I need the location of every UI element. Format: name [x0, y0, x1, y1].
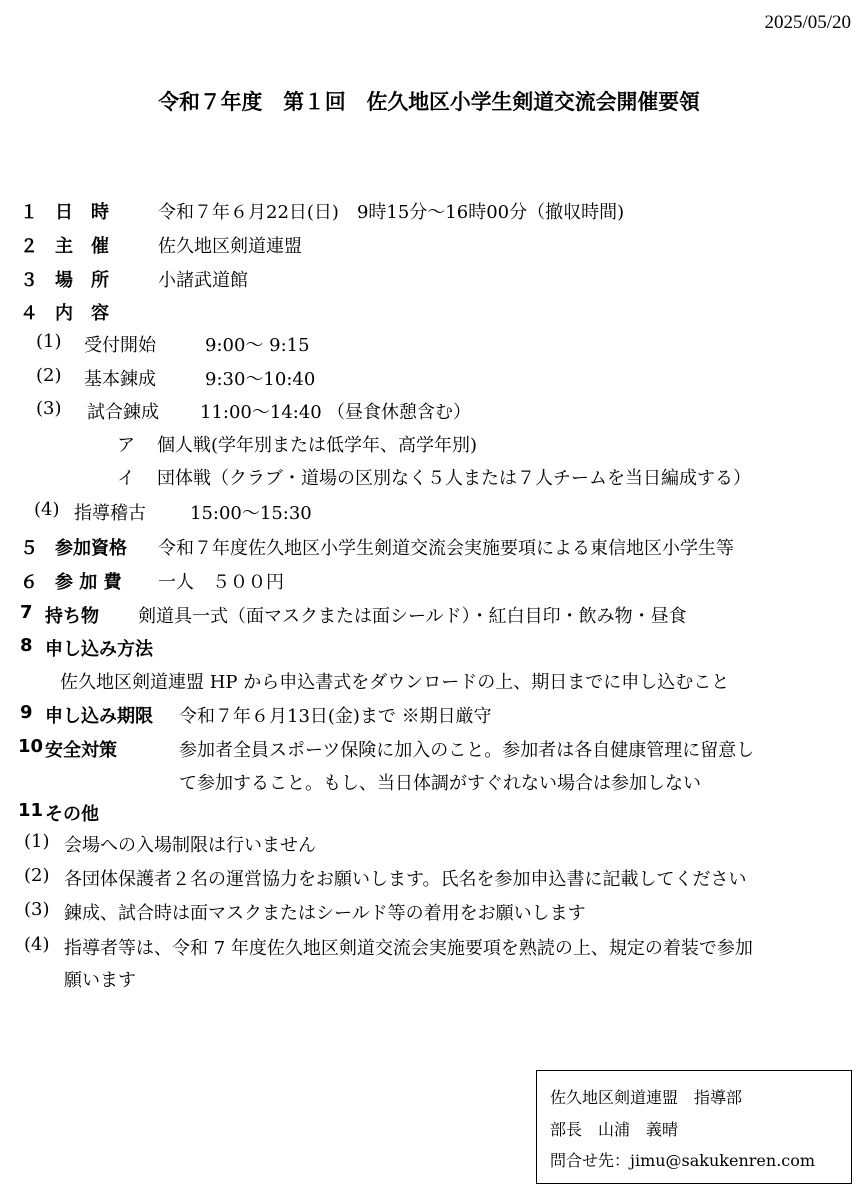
item-6-label: 参 加 費 — [55, 572, 122, 593]
sub-2-text: 基本錬成 — [84, 369, 156, 390]
sub-1-text: 受付開始 — [84, 335, 156, 356]
item-9-label: 申し込み期限 — [45, 706, 153, 727]
sub-3-text: 試合錬成 — [87, 402, 159, 423]
other-4-text-line-1: 指導者等は、令和 7 年度佐久地区剣道交流会実施要項を熟読の上、規定の着装で参加 — [64, 938, 753, 959]
sub-3-time: 11:00～14:40 — [200, 402, 322, 423]
item-2-number: ２ — [20, 236, 38, 257]
sub-1-number: (1) — [36, 331, 62, 352]
item-1-label: 日 時 — [55, 202, 109, 223]
item-11-label: その他 — [45, 804, 99, 825]
sub-2-number: (2) — [36, 365, 62, 386]
contact-box — [536, 1070, 852, 1184]
sub-3i-kana: イ — [117, 468, 135, 489]
item-8-value: 佐久地区剣道連盟 HP から申込書式をダウンロードの上、期日までに申し込むこと — [60, 672, 730, 693]
item-8-number: 8 — [20, 635, 33, 656]
item-5-value: 令和７年度佐久地区小学生剣道交流会実施要項による東信地区小学生等 — [158, 538, 734, 559]
item-2-label: 主 催 — [55, 236, 109, 257]
other-3-text: 錬成、試合時は面マスクまたはシールド等の着用をお願いします — [64, 903, 586, 924]
item-3-value: 小諸武道館 — [158, 270, 248, 291]
item-10-value-line-1: 参加者全員スポーツ保険に加入のこと。参加者は各自健康管理に留意し — [179, 740, 755, 761]
sub-3-number: (3) — [36, 398, 62, 419]
item-10-value-line-2: て参加すること。もし、当日体調がすぐれない場合は参加しない — [179, 773, 701, 794]
other-4-text-line-2: 願います — [64, 970, 136, 991]
sub-4-text: 指導稽古 — [74, 503, 146, 524]
sub-3i-text: 団体戦（クラブ・道場の区別なく５人または７人チームを当日編成する） — [157, 468, 751, 489]
sub-1-time: 9:00～ 9:15 — [205, 335, 310, 356]
item-10-number: 10 — [18, 736, 44, 757]
item-3-number: ３ — [20, 270, 38, 291]
item-1-number: １ — [20, 202, 38, 223]
document-date: 2025/05/20 — [764, 12, 851, 33]
other-3-number: (3) — [24, 899, 50, 920]
sub-2-time: 9:30～10:40 — [205, 369, 316, 390]
item-6-number: ６ — [20, 572, 38, 593]
contact-email[interactable]: 問合せ先：jimu@sakukenren.com — [550, 1151, 816, 1170]
item-11-number: 11 — [18, 800, 44, 821]
sub-3-note: （昼食休憩含む） — [327, 402, 471, 423]
item-7-label: 持ち物 — [45, 606, 99, 627]
item-5-label: 参加資格 — [55, 538, 127, 559]
other-2-number: (2) — [24, 865, 50, 886]
sub-4-number: (4) — [34, 499, 60, 520]
item-6-value: 一人 ５００円 — [158, 572, 284, 593]
sub-3a-kana: ア — [117, 435, 135, 456]
item-1-value: 令和７年６月22日(日) 9時15分～16時00分（撤収時間) — [158, 202, 625, 223]
item-9-number: 9 — [20, 702, 33, 723]
item-8-label: 申し込み方法 — [45, 639, 153, 660]
page-title: 令和７年度 第１回 佐久地区小学生剣道交流会開催要領 — [158, 90, 700, 114]
other-4-number: (4) — [24, 934, 50, 955]
item-4-label: 内 容 — [55, 303, 109, 324]
item-4-number: ４ — [20, 303, 38, 324]
sub-4-time: 15:00～15:30 — [190, 503, 312, 524]
item-5-number: ５ — [20, 538, 38, 559]
contact-organization: 佐久地区剣道連盟 指導部 — [550, 1088, 743, 1107]
item-10-label: 安全対策 — [45, 740, 117, 761]
item-3-label: 場 所 — [55, 270, 109, 291]
item-2-value: 佐久地区剣道連盟 — [158, 236, 302, 257]
contact-person: 部長 山浦 義晴 — [550, 1120, 679, 1139]
other-2-text: 各団体保護者２名の運営協力をお願いします。氏名を参加申込書に記載してください — [64, 869, 747, 890]
item-9-value: 令和７年６月13日(金)まで ※期日厳守 — [179, 706, 492, 727]
other-1-text: 会場への入場制限は行いません — [64, 835, 316, 856]
item-7-value: 剣道具一式（面マスクまたは面シールド）・紅白目印・飲み物・昼食 — [138, 606, 687, 627]
item-7-number: 7 — [20, 602, 33, 623]
sub-3a-text: 個人戦(学年別または低学年、高学年別) — [157, 435, 478, 456]
other-1-number: (1) — [24, 831, 50, 852]
